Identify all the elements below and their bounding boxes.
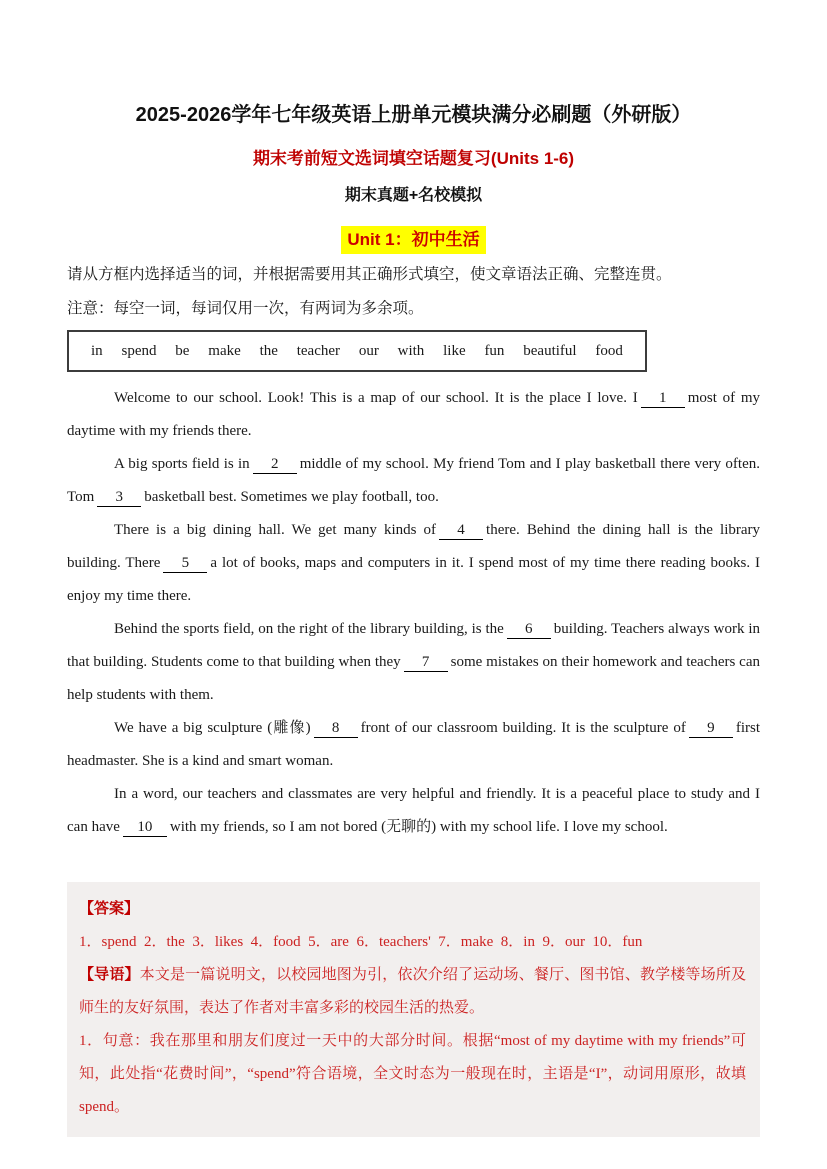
cloze-blank-1: 1 <box>641 390 685 408</box>
passage-text: building. Teachers always work in that building. Students come to that building when they <box>67 621 760 670</box>
analysis-paragraph <box>79 959 746 1025</box>
cloze-passage <box>67 382 760 844</box>
unit-heading-row <box>67 226 760 254</box>
cloze-blank-6: 6 <box>507 621 551 639</box>
word-bank-word: the <box>259 342 278 359</box>
word-bank-word: our <box>358 342 379 359</box>
word-bank-box <box>67 330 647 372</box>
passage-text: A big sports field is in <box>114 456 250 472</box>
instruction-line-2: 注意：每空一词，每词仅用一次，有两词为多余项。 <box>67 300 424 317</box>
word-bank-word: like <box>443 342 466 359</box>
word-bank-word: spend <box>121 342 157 359</box>
passage-paragraph <box>67 613 760 712</box>
word-bank-word: be <box>175 342 190 359</box>
word-bank-word: make <box>208 342 241 359</box>
passage-text: a lot of books, maps and computers in it. I spend most of my time there reading books. I enjoy my time there. <box>67 555 760 604</box>
word-bank-word: fun <box>484 342 505 359</box>
cloze-blank-7: 7 <box>404 654 448 672</box>
passage-text: most of my daytime with my friends there. <box>67 390 761 439</box>
instruction-line-1: 请从方框内选择适当的词，并根据需要用其正确形式填空，使文章语法正确、完整连贯。 <box>67 266 672 283</box>
passage-paragraph <box>67 778 760 844</box>
word-bank-word: with <box>397 342 425 359</box>
passage-text: some mistakes on their homework and teachers can help students with them. <box>67 654 760 703</box>
passage-text: basketball best. Sometimes we play football, too. <box>144 489 439 505</box>
cloze-blank-9: 9 <box>689 720 733 738</box>
word-bank-word: teacher <box>296 342 341 359</box>
document-title: 2025-2026学年七年级英语上册单元模块满分必刷题（外研版） <box>135 104 692 126</box>
answer-values: 1．spend 2．the 3．likes 4．food 5．are 6．teachers' 7．make 8．in 9．our 10．fun <box>79 934 643 950</box>
unit-heading: Unit 1：初中生活 <box>341 226 485 254</box>
document-subtitle-secondary: 期末真题+名校模拟 <box>344 187 483 204</box>
cloze-blank-10: 10 <box>123 819 167 837</box>
passage-paragraph <box>67 712 760 778</box>
cloze-blank-3: 3 <box>97 489 141 507</box>
answer-label: 【答案】 <box>79 901 140 917</box>
passage-text: with my friends, so I am not bored (无聊的) with my school life. I love my school. <box>169 819 668 835</box>
passage-paragraph <box>67 382 760 448</box>
passage-text: Behind the sports field, on the right of the library building, is the <box>114 621 504 637</box>
passage-text: front of our classroom building. It is the sculpture of <box>360 720 686 736</box>
passage-text: In a word, our teachers and classmates are very helpful and friendly. It is a peaceful place to study and I can have <box>67 786 760 835</box>
analysis-label: 【导语】 <box>79 967 140 983</box>
passage-text: first headmaster. She is a kind and smart woman. <box>67 720 760 769</box>
passage-text: There is a big dining hall. We get many kinds of <box>114 522 437 538</box>
word-bank-word: beautiful <box>523 342 577 359</box>
cloze-blank-5: 5 <box>163 555 207 573</box>
word-bank-word: in <box>91 342 103 359</box>
passage-text: Welcome to our school. Look! This is a map of our school. It is the place I love. I <box>114 390 638 406</box>
analysis-detail: 1．句意：我在那里和朋友们度过一天中的大部分时间。根据“most of my daytime with my friends”可知，此处指“花费时间”，“spend”符合语境，全文时态为一般现在时，主语是“I”，动词用原形，故填 spend。 <box>79 1033 746 1115</box>
word-bank-word: food <box>595 342 623 359</box>
passage-text: We have a big sculpture (雕像) <box>114 720 311 736</box>
cloze-blank-2: 2 <box>253 456 297 474</box>
cloze-blank-4: 4 <box>439 522 483 540</box>
passage-text: middle of my school. My friend Tom and I play basketball there very often. Tom <box>67 456 760 505</box>
document-subtitle: 期末考前短文选词填空话题复习(Units 1-6) <box>252 149 575 168</box>
passage-paragraph <box>67 514 760 613</box>
passage-text: there. Behind the dining hall is the library building. There <box>67 522 761 571</box>
passage-paragraph <box>67 448 760 514</box>
analysis-text: 本文是一篇说明文，以校园地图为引，依次介绍了运动场、餐厅、图书馆、教学楼等场所及师生的友好氛围，表达了作者对丰富多彩的校园生活的热爱。 <box>79 967 746 1016</box>
cloze-blank-8: 8 <box>314 720 358 738</box>
answer-section <box>67 882 760 1137</box>
